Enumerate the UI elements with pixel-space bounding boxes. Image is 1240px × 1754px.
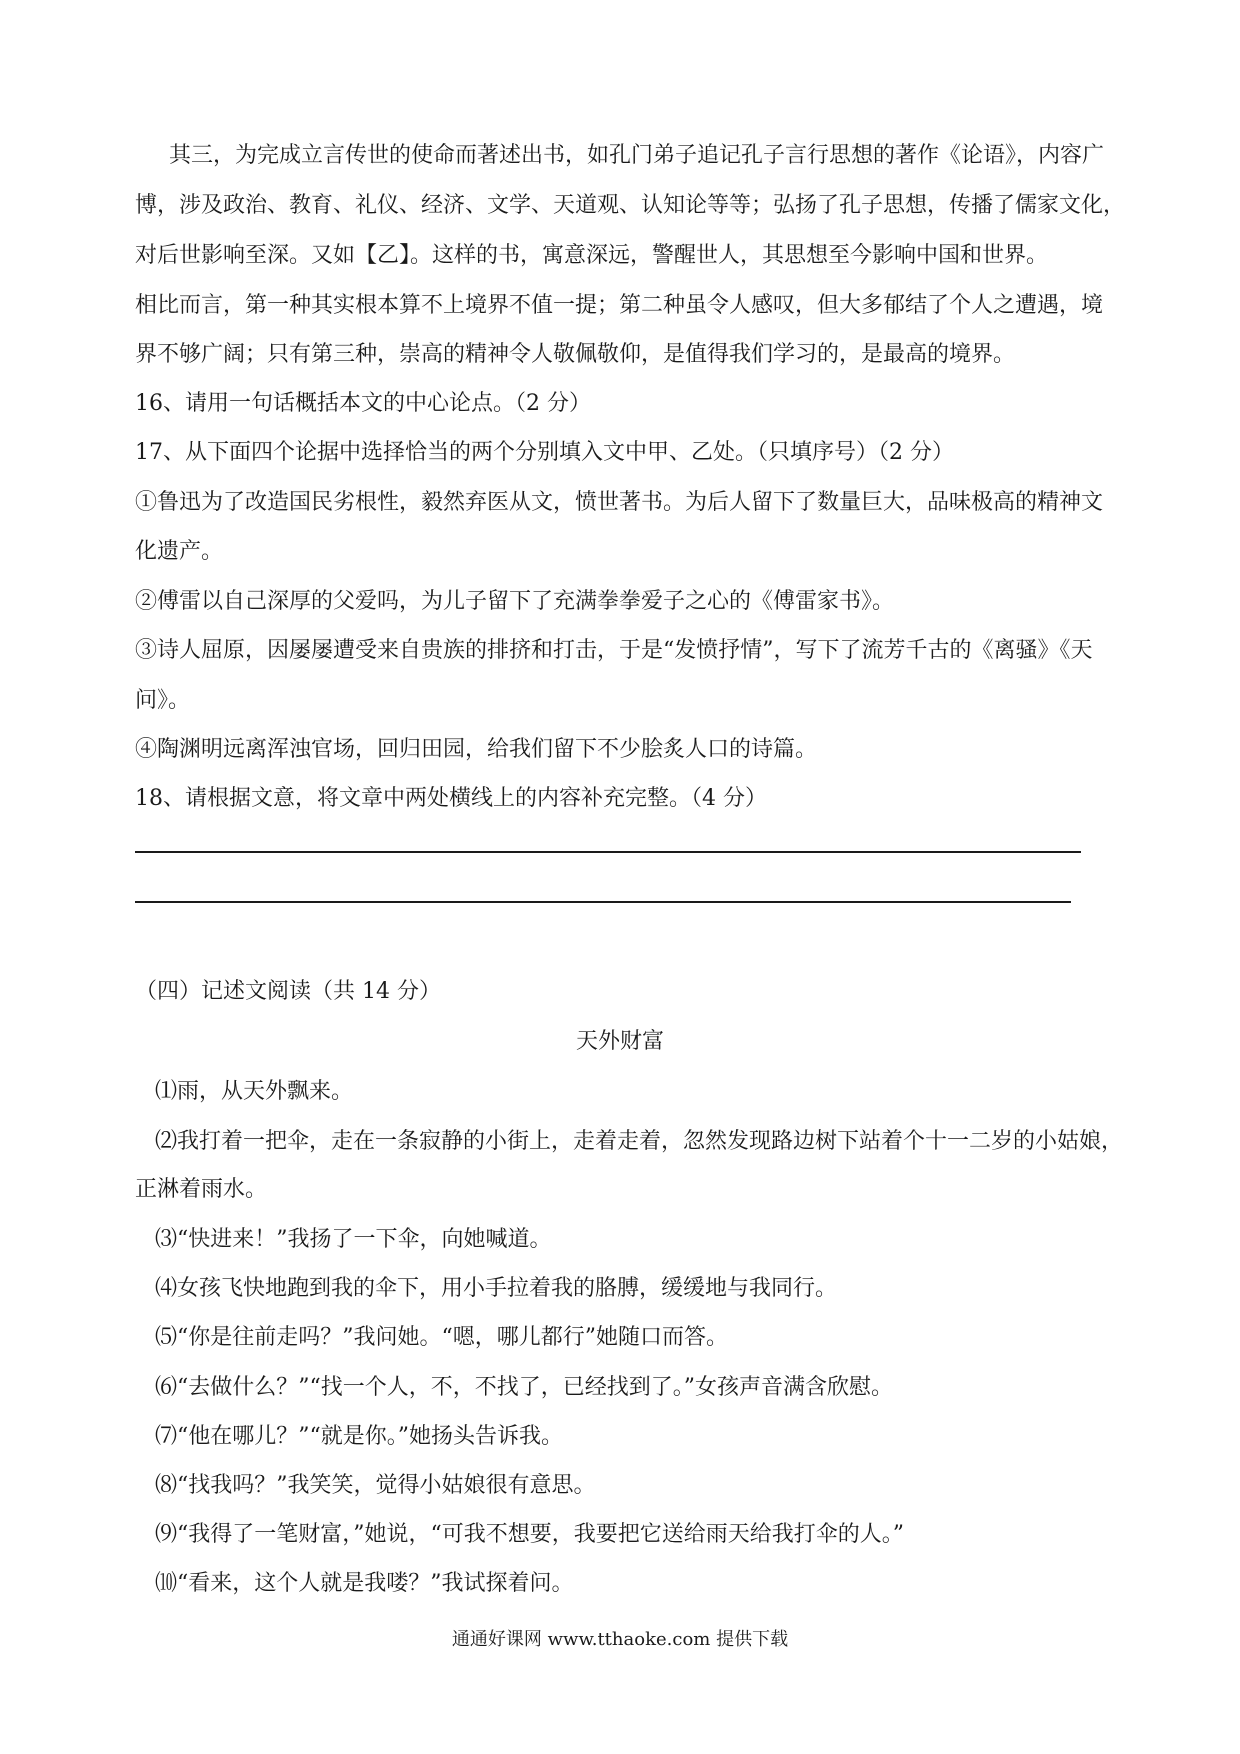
answer-line[interactable] [135, 851, 1081, 853]
paragraph: ⑷女孩飞快地跑到我的伞下，用小手拉着我的胳膊，缓缓地与我同行。 [155, 1276, 838, 1301]
paragraph: ⑼“我得了一笔财富，”她说，“可我不想要，我要把它送给雨天给我打伞的人。” [155, 1522, 904, 1547]
paragraph-line: 其三，为完成立言传世的使命而著述出书，如孔门弟子追记孔子言行思想的著作《论语》，内容广 [169, 143, 1105, 168]
paragraph: ⑺“他在哪儿？”“就是你。”她扬头告诉我。 [155, 1424, 563, 1449]
option-1-line: 化遗产。 [135, 539, 224, 564]
paragraph-line: 相比而言，第一种其实根本算不上境界不值一提；第二种虽令人感叹，但大多郁结了个人之遭遇，境 [135, 293, 1104, 318]
paragraph: ⑸“你是往前走吗？”我问她。“嗯，哪儿都行”她随口而答。 [155, 1325, 728, 1350]
question-16: 16、请用一句话概括本文的中心论点。（2 分） [135, 391, 591, 416]
page-footer: 通通好课网 www.tthaoke.com 提供下载 [451, 1629, 789, 1650]
option-3-line: 问》。 [135, 688, 191, 713]
paragraph: 正淋着雨水。 [135, 1177, 268, 1202]
paragraph: ⑵我打着一把伞，走在一条寂静的小街上，走着走着，忽然发现路边树下站着个十一二岁的小姑娘， [155, 1129, 1124, 1154]
paragraph: ⑴雨，从天外飘来。 [155, 1079, 354, 1104]
article-title: 天外财富 [575, 1029, 664, 1054]
section-heading: （四）记述文阅读（共 14 分） [135, 979, 441, 1004]
paragraph-line: 博，涉及政治、教育、礼仪、经济、文学、天道观、认知论等等；弘扬了孔子思想，传播了儒家文化， [135, 193, 1126, 218]
option-4: ④陶渊明远离浑浊官场，回归田园，给我们留下不少脍炙人口的诗篇。 [135, 737, 818, 762]
paragraph-line: 对后世影响至深。又如【乙】。这样的书，寓意深远，警醒世人，其思想至今影响中国和世界。 [135, 243, 1049, 268]
option-1-line: ①鲁迅为了改造国民劣根性，毅然弃医从文，愤世著书。为后人留下了数量巨大，品味极高的精神文 [135, 490, 1104, 515]
question-17: 17、从下面四个论据中选择恰当的两个分别填入文中甲、乙处。（只填序号）（2 分） [135, 440, 954, 465]
answer-line[interactable] [135, 901, 1071, 903]
question-18: 18、请根据文意，将文章中两处横线上的内容补充完整。（4 分） [135, 786, 767, 811]
paragraph: ⑹“去做什么？”“找一个人，不，不找了，已经找到了。”女孩声音满含欣慰。 [155, 1375, 893, 1400]
paragraph: ⑻“找我吗？”我笑笑，觉得小姑娘很有意思。 [155, 1473, 596, 1498]
paragraph: ⑽“看来，这个人就是我喽？”我试探着问。 [155, 1571, 574, 1596]
option-3-line: ③诗人屈原，因屡屡遭受来自贵族的排挤和打击，于是“发愤抒情”，写下了流芳千古的《离骚》《天 [135, 638, 1093, 663]
paragraph-line: 界不够广阔；只有第三种，崇高的精神令人敬佩敬仰，是值得我们学习的，是最高的境界。 [135, 342, 1016, 367]
paragraph: ⑶“快进来！”我扬了一下伞，向她喊道。 [155, 1227, 552, 1252]
option-2: ②傅雷以自己深厚的父爱吗，为儿子留下了充满拳拳爱子之心的《傅雷家书》。 [135, 589, 895, 614]
